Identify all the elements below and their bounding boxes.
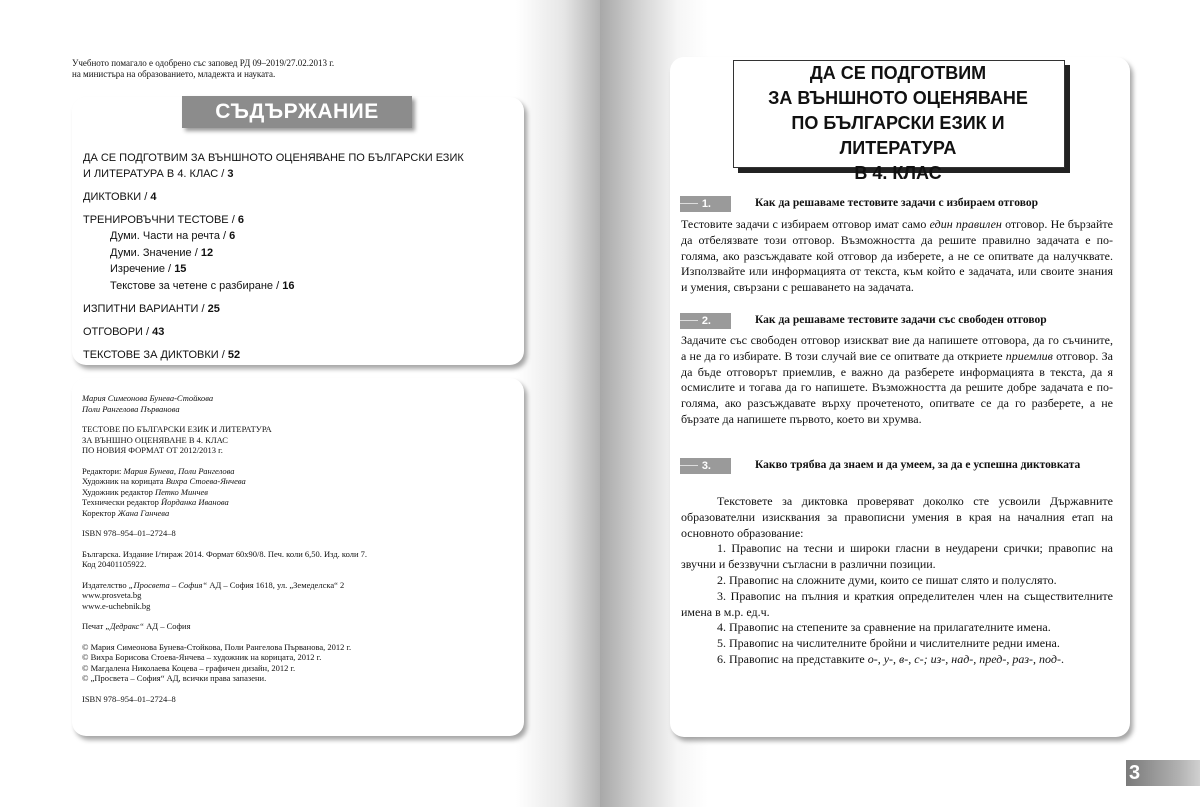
toc-item-label: ДИКТОВКИ / — [83, 191, 148, 203]
publisher-label: Издателство — [82, 579, 127, 590]
list-item: 4. Правопис на степените за сравнение на прилагателните имена. — [717, 620, 1051, 635]
edition-info: Българска. Издание I/тираж 2014. Формат 60х90/8. Печ. коли 6,50. Изд. коли 7. — [82, 548, 368, 559]
book-title-line: ТЕСТОВЕ ПО БЪЛГАРСКИ ЕЗИК И ЛИТЕРАТУРА — [82, 424, 272, 434]
credit-name: Йорданка Иванова — [160, 497, 229, 507]
publisher-address: АД – София 1618, ул. „Земеделска“ 2 — [209, 579, 345, 590]
toc-subitem[interactable] — [110, 278, 503, 295]
toc-item-label: ОТГОВОРИ / — [83, 326, 150, 338]
toc-subitem[interactable] — [110, 261, 503, 278]
section-paragraph: Задачите със свободен отговор изискват вие да напишете отговора, да го съчините, а не да го избирате. В този случай вие се опитвате да откриете приемлив отговор. За да бъде отговорът приемлив, е важно да разберете информацията в текста, да я осмислите и тогава да го напишете. Възможността да решите добре задачата е по-голяма, ако разсъждавате върху прочетеното, опитвате се да го разберете, а не бързате да напишете първото, което ви хрумва. — [681, 333, 1113, 426]
author-name: Поли Рангелова Първанова — [82, 403, 180, 414]
toc-subitem[interactable] — [110, 228, 503, 245]
toc-subitem-label: Думи. Значение / — [110, 246, 198, 259]
credit-name: Мария Бунева, Поли Рангелова — [123, 465, 235, 476]
section-heading — [680, 458, 1120, 476]
toc-subitem-label: Думи. Части на речта / — [110, 230, 227, 242]
imprint — [82, 393, 502, 714]
toc-item-label: ТРЕНИРОВЪЧНИ ТЕСТОВЕ / — [83, 214, 235, 226]
credit-label: Коректор — [82, 507, 116, 518]
emphasis: приемлив — [1005, 348, 1053, 363]
toc-item[interactable] — [83, 150, 503, 182]
copyright-line: © Вихра Борисова Стоева-Янчева – художник на корицата, 2012 г. — [82, 652, 322, 662]
title-line: ЗА ВЪНШНОТО ОЦЕНЯВАНЕ — [768, 88, 1028, 108]
credit-name: Жана Ганчева — [117, 507, 170, 518]
copyright-line: © „Просвета – София“ АД, всички права запазени. — [82, 673, 267, 683]
toc-subitem-label: Текстове за четене с разбиране / — [110, 279, 280, 292]
toc-item-label: И ЛИТЕРАТУРА В 4. КЛАС / — [83, 168, 225, 180]
section-number-badge: 3. — [680, 458, 731, 474]
emphasis: о-, у-, в-, с-; из-, над-, пред-, раз-, под- — [867, 651, 1061, 666]
section-number-badge: 1. — [680, 196, 731, 212]
toc-item-page: 25 — [207, 303, 220, 315]
toc-item-page: 4 — [150, 191, 157, 203]
toc-item[interactable] — [83, 212, 503, 228]
list-item: 5. Правопис на числителните бройни и числителните редни имена. — [717, 636, 1060, 651]
book-title-line: ПО НОВИЯ ФОРМАТ ОТ 2012/2013 г. — [82, 445, 223, 455]
table-of-contents — [83, 150, 503, 370]
section-title: Как да решаваме тестовите задачи със свободен отговор — [755, 314, 1047, 326]
credit-label: Редактори: — [82, 465, 122, 476]
toc-subitem-page: 15 — [174, 263, 187, 275]
toc-subitem-label: Изречение / — [110, 263, 172, 275]
toc-subitem[interactable] — [110, 245, 503, 262]
emphasis: един правилен — [929, 217, 1002, 231]
toc-item[interactable] — [83, 189, 503, 205]
approval-line: на министъра на образованието, младежта и науката. — [72, 69, 276, 79]
credit-label: Художник на корицата — [82, 476, 164, 486]
toc-item-label: ИЗПИТНИ ВАРИАНТИ / — [83, 303, 205, 315]
toc-item-label: ТЕКСТОВЕ ЗА ДИКТОВКИ / — [83, 349, 225, 361]
title-line: ДА СЕ ПОДГОТВИМ — [809, 63, 987, 83]
copyright-line: © Магдалена Николаева Коцева – графичен дизайн, 2012 г. — [82, 662, 296, 673]
isbn: ISBN 978–954–01–2724–8 — [82, 693, 176, 704]
toc-item-page: 52 — [227, 349, 241, 361]
printer-name: „Дедракс“ — [105, 621, 145, 631]
approval-line: Учебното помагало е одобрено със заповед РД 09–2019/27.02.2013 г. — [72, 58, 335, 68]
list-item: 2. Правопис на сложните думи, които се пишат слято и полуслято. — [717, 572, 1057, 587]
copyright-line: © Мария Симеонова Бунева-Стойкова, Поли Рангелова Първанова, 2012 г. — [82, 641, 352, 652]
credit-name: Вихра Стоева-Янчева — [165, 476, 246, 486]
section-title: Как да решаваме тестовите задачи с избираем отговор — [755, 197, 1038, 209]
author-name: Мария Симеонова Бунева-Стойкова — [82, 393, 214, 403]
section-number-badge: 2. — [680, 313, 731, 329]
section-title: Какво трябва да знаем и да умеем, за да е успешна диктовката — [755, 459, 1081, 471]
credit-label: Технически редактор — [82, 497, 159, 507]
publisher-name: „Просвета – София“ — [128, 579, 208, 590]
printer-location: АД – София — [146, 621, 191, 631]
toc-item-page: 43 — [152, 326, 165, 338]
list-item: 3. Правопис на пълния и краткия определителен член на съществителните имена в м.р. ед.ч. — [681, 588, 1113, 619]
toc-title: СЪДЪРЖАНИЕ — [182, 96, 412, 128]
title-line: В 4. КЛАС — [854, 163, 942, 183]
section-heading — [680, 196, 1120, 214]
toc-subitem-page: 12 — [200, 246, 214, 259]
toc-item[interactable] — [83, 301, 503, 317]
section-heading — [680, 313, 1120, 331]
toc-item-page: 3 — [227, 168, 234, 180]
title-line: ПО БЪЛГАРСКИ ЕЗИК И ЛИТЕРАТУРА — [791, 113, 1005, 158]
approval-note — [72, 58, 492, 80]
toc-item-page: 6 — [237, 214, 244, 226]
toc-item[interactable] — [83, 347, 503, 363]
book-title-line: ЗА ВЪНШНО ОЦЕНЯВАНЕ В 4. КЛАС — [82, 434, 228, 445]
section-intro: Текстовете за диктовка проверяват доколко сте усвоили Държавните образователни изисквания за правописни умения в края на началния етап на основното образование: — [681, 494, 1113, 540]
toc-subitem-page: 16 — [282, 279, 295, 292]
requirements-list — [681, 541, 1113, 667]
website-link[interactable]: www.e-uchebnik.bg — [82, 600, 151, 611]
section-paragraph: Тестовите задачи с избираем отговор имат само един правилен отговор. Не бързайте да отбелязвате този отговор. Възможността да решите правилно задачата е по-голяма, ако разсъждавате кой отговор да изберете, а не се опитвате да налучквате. Използвайте или информацията от текста, към който е задачата, или своите знания и умения, свързани с решаването на задачата. — [681, 217, 1113, 295]
toc-subitem-page: 6 — [229, 230, 236, 242]
list-item: 1. Правопис на тесни и широки гласни в неударени срички; правопис на звучни и беззвучни съгласни в различни позиции. — [681, 541, 1113, 572]
printer-label: Печат — [82, 621, 104, 631]
isbn: ISBN 978–954–01–2724–8 — [82, 528, 176, 538]
section-paragraph — [681, 494, 1113, 668]
toc-sublist — [83, 228, 503, 294]
toc-item[interactable] — [83, 324, 503, 340]
page-title — [733, 61, 1063, 186]
credit-label: Художник редактор — [82, 486, 153, 497]
page-number: 3 — [1126, 760, 1200, 786]
list-item: 6. Правопис на представките о-, у-, в-, с-; из-, над-, пред-, раз-, под-. — [717, 651, 1064, 666]
credit-name: Петко Минчев — [154, 486, 208, 497]
website-link[interactable]: www.prosveta.bg — [82, 590, 142, 600]
toc-item-label: ДА СЕ ПОДГОТВИМ ЗА ВЪНШНОТО ОЦЕНЯВАНЕ ПО БЪЛГАРСКИ ЕЗИК — [83, 152, 464, 164]
edition-info: Код 20401105922. — [82, 559, 147, 569]
